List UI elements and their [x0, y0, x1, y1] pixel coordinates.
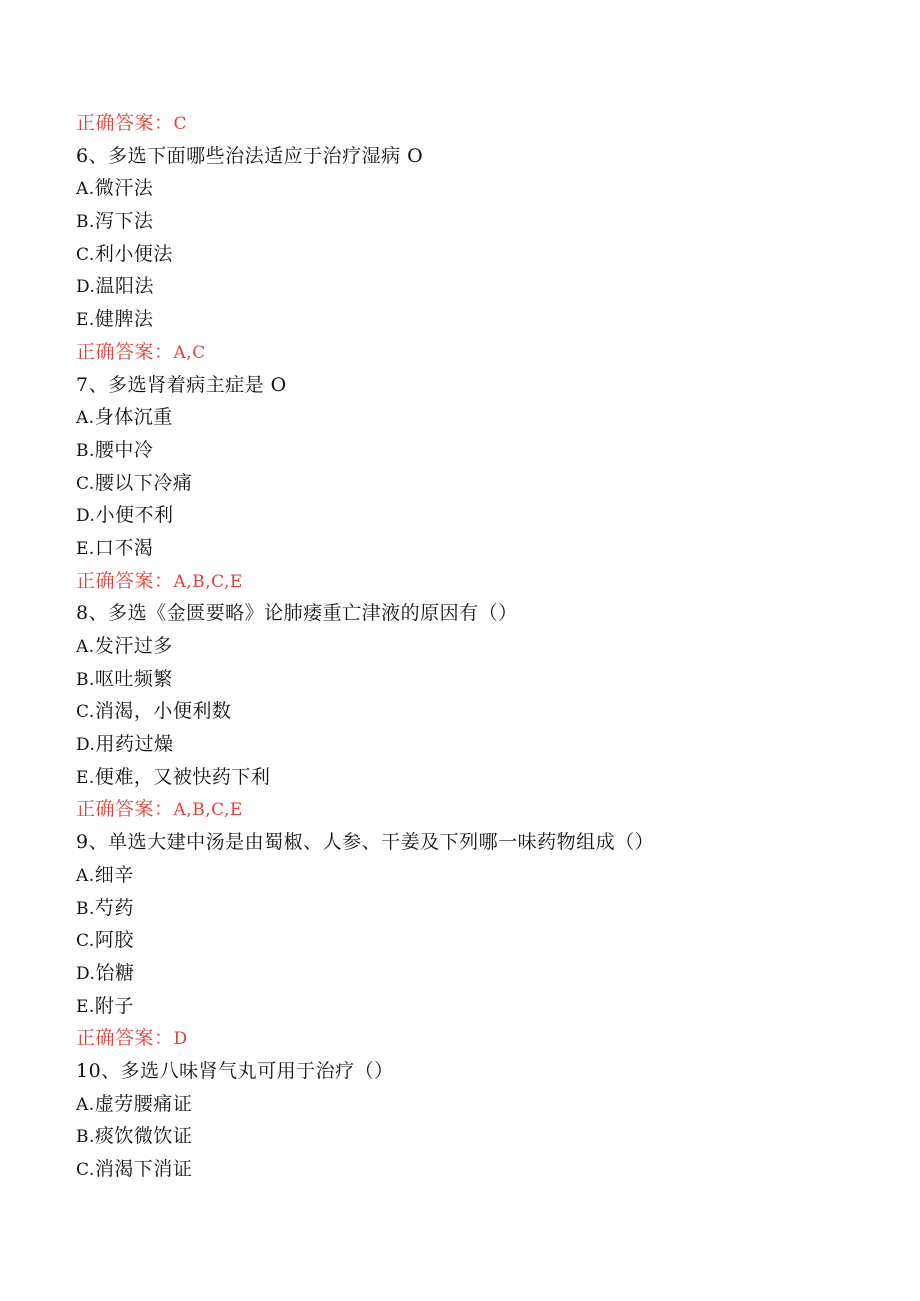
option-item [76, 1120, 876, 1153]
option-item [76, 303, 876, 336]
option-letter: E. [76, 996, 95, 1017]
option-text: 口不渴 [94, 536, 154, 559]
option-letter: C. [76, 702, 95, 723]
option-item [76, 859, 876, 892]
option-letter: D. [76, 506, 96, 527]
option-text: 发汗过多 [94, 635, 173, 657]
option-text: 附子 [94, 994, 134, 1017]
option-text: 便难，又被快药下利 [94, 765, 271, 788]
answer-value: C [173, 114, 188, 134]
option-item [76, 630, 876, 663]
option-letter: A. [76, 865, 95, 886]
option-letter: B. [76, 1127, 95, 1148]
answer-label: 正确答案： [76, 798, 174, 821]
option-letter: B. [76, 212, 95, 233]
option-letter: B. [76, 898, 95, 919]
option-letter: A. [76, 179, 95, 200]
option-letter: A. [76, 637, 95, 657]
option-letter: B. [76, 440, 95, 461]
option-item [76, 728, 876, 761]
correct-answer [76, 107, 876, 140]
correct-answer [76, 336, 876, 369]
option-letter: D. [76, 963, 96, 984]
option-item [76, 1088, 876, 1121]
correct-answer [76, 793, 876, 826]
option-item [76, 695, 876, 728]
option-text: 细辛 [94, 863, 134, 886]
question-text: 10、多选八味肾气丸可用于治疗（） [76, 1059, 394, 1082]
option-item [76, 172, 876, 205]
option-item [76, 434, 876, 467]
option-letter: C. [76, 931, 95, 952]
answer-label: 正确答案： [76, 340, 174, 363]
option-letter: A. [76, 1094, 95, 1115]
option-letter: D. [76, 735, 96, 756]
option-letter: C. [76, 1160, 95, 1180]
option-letter: C. [76, 244, 95, 265]
option-text: 身体沉重 [94, 406, 173, 429]
option-item [76, 663, 876, 696]
option-letter: C. [76, 473, 95, 494]
question-list [76, 107, 876, 1186]
question-text: 8、多选《金匮要略》论肺痿重亡津液的原因有（） [76, 602, 518, 625]
option-text: 芍药 [94, 896, 134, 919]
option-letter: D. [76, 277, 96, 298]
option-item [76, 990, 876, 1023]
option-text: 消渴下消证 [94, 1158, 193, 1180]
option-item [76, 761, 876, 794]
option-letter: E. [76, 767, 95, 788]
option-text: 呕吐频繁 [94, 667, 173, 690]
option-letter: A. [76, 408, 95, 429]
option-text: 温阳法 [95, 275, 154, 298]
option-text: 微汗法 [94, 177, 154, 200]
option-item [76, 957, 876, 990]
option-letter: E. [76, 538, 95, 559]
answer-label: 正确答案： [76, 112, 174, 134]
option-text: 小便不利 [95, 504, 174, 527]
option-item [76, 401, 876, 434]
option-item [76, 1153, 876, 1186]
option-text: 虚劳腰痛证 [94, 1092, 193, 1115]
correct-answer [76, 565, 876, 598]
answer-label: 正确答案： [76, 1027, 174, 1050]
answer-value: A,C [173, 342, 206, 363]
option-item [76, 892, 876, 925]
option-text: 利小便法 [94, 242, 173, 265]
question-text: 9、单选大建中汤是由蜀椒、人参、干姜及下列哪一味药物组成（） [76, 831, 655, 854]
question-text: 7、多选肾着病主症是 O [76, 373, 287, 396]
question-text: 6、多选下面哪些治法适应于治疗湿病 O [76, 144, 424, 167]
option-text: 痰饮微饮证 [94, 1125, 193, 1148]
option-item [76, 270, 876, 303]
answer-value: D [173, 1029, 188, 1050]
option-text: 消渴，小便利数 [94, 700, 232, 723]
option-item [76, 238, 876, 271]
answer-value: A,B,C,E [173, 800, 243, 821]
correct-answer [76, 1022, 876, 1055]
option-item [76, 924, 876, 957]
option-text: 饴糖 [95, 961, 135, 984]
option-text: 腰以下冷痛 [94, 471, 193, 494]
option-item [76, 205, 876, 238]
option-text: 阿胶 [94, 929, 134, 952]
answer-value: A,B,C,E [173, 571, 243, 592]
option-item [76, 532, 876, 565]
option-text: 泻下法 [94, 210, 154, 233]
option-text: 健脾法 [94, 308, 154, 331]
answer-label: 正确答案： [76, 569, 174, 592]
option-text: 用药过燥 [95, 733, 174, 756]
option-text: 腰中冷 [94, 438, 154, 461]
option-letter: E. [76, 310, 95, 331]
option-letter: B. [76, 669, 95, 690]
option-item [76, 467, 876, 500]
option-item [76, 499, 876, 532]
